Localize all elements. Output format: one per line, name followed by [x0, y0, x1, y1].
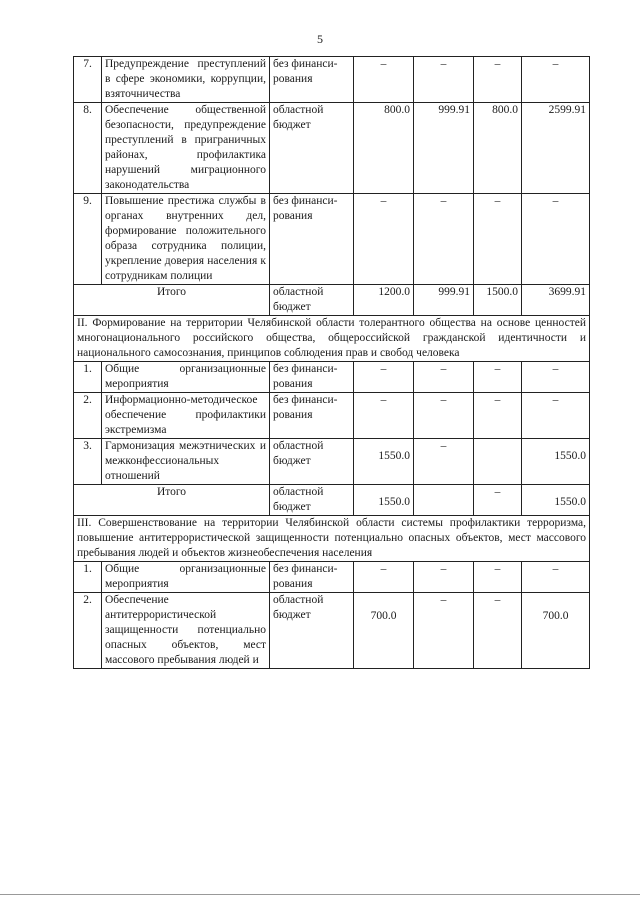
page-bottom-rule: [0, 894, 640, 895]
measure-description: Повышение престижа службы в органах внутренних дел, формирование положительного образа сотрудника полиции, укрепление доверия населения к сотрудникам полиции: [102, 194, 270, 285]
section-heading: II. Формирование на территории Челябинской области толерантного общества на основе ценностей многонационального российского общества, общероссийской гражданской идентичности и национального самосознания, принципов соблюдения прав и свобод человека: [74, 316, 590, 362]
value-year-3: 1500.0: [474, 285, 522, 316]
table-row: [74, 393, 590, 439]
value-total-text: 1550.0: [554, 496, 586, 508]
program-table: [73, 56, 590, 669]
value-year-1: –: [354, 362, 414, 393]
row-number: 3.: [74, 439, 102, 485]
value-year-1-text: 1550.0: [378, 496, 410, 508]
value-year-1: –: [354, 194, 414, 285]
value-total: –: [522, 562, 590, 593]
value-year-2: –: [414, 562, 474, 593]
measure-description: Обеспечение антитеррористической защищенности потенциально опасных объектов, мест массового пребывания людей и: [102, 593, 270, 669]
measure-description: Гармонизация межэтнических и межконфессиональных отношений: [102, 439, 270, 485]
funding-source: без финанси-рования: [270, 562, 354, 593]
value-year-1: [354, 439, 414, 485]
value-year-1-text: 700.0: [370, 610, 397, 622]
value-total: [522, 593, 590, 669]
value-total: –: [522, 393, 590, 439]
page-number: 5: [317, 32, 323, 46]
measure-description: Обеспечение общественной безопасности, предупреждение преступлений в приграничных районах, профилактика нарушений миграционного законодательства: [102, 103, 270, 194]
measure-description: Общие организационные мероприятия: [102, 362, 270, 393]
value-year-2: 999.91: [414, 103, 474, 194]
section-row: [74, 516, 590, 562]
table-row: [74, 362, 590, 393]
value-year-1: 800.0: [354, 103, 414, 194]
value-year-3: –: [474, 57, 522, 103]
table-row: [74, 562, 590, 593]
value-total: –: [522, 362, 590, 393]
section-row: [74, 316, 590, 362]
value-year-1: [354, 593, 414, 669]
row-number: 9.: [74, 194, 102, 285]
funding-source: без финанси-рования: [270, 393, 354, 439]
total-label: Итого: [74, 485, 270, 516]
value-year-2: –: [414, 362, 474, 393]
value-total: 3699.91: [522, 285, 590, 316]
funding-source: областной бюджет: [270, 103, 354, 194]
funding-source: без финанси-рования: [270, 194, 354, 285]
total-row: [74, 285, 590, 316]
value-total: –: [522, 57, 590, 103]
row-number: 2.: [74, 593, 102, 669]
funding-source: без финанси-рования: [270, 362, 354, 393]
measure-description: Информационно-методическое обеспечение профилактики экстремизма: [102, 393, 270, 439]
value-year-3: [474, 439, 522, 485]
row-number: 8.: [74, 103, 102, 194]
total-label: Итого: [74, 285, 270, 316]
value-year-3: –: [474, 194, 522, 285]
table-row: [74, 439, 590, 485]
measure-description: Общие организационные мероприятия: [102, 562, 270, 593]
measure-description: Предупреждение преступлений в сфере экономики, коррупции, взяточничества: [102, 57, 270, 103]
section-heading: III. Совершенствование на территории Челябинской области системы профилактики терроризма, повышение антитеррористической защищенности потенциально опасных объектов, мест массового пребывания людей и объектов жизнеобеспечения населения: [74, 516, 590, 562]
value-year-3: –: [474, 393, 522, 439]
value-total: –: [522, 194, 590, 285]
value-year-2: –: [414, 393, 474, 439]
value-total-text: 1550.0: [554, 450, 586, 462]
value-year-1: –: [354, 562, 414, 593]
table-row: [74, 593, 590, 669]
value-year-1: 1200.0: [354, 285, 414, 316]
value-total: [522, 439, 590, 485]
value-year-3: –: [474, 362, 522, 393]
value-year-3: –: [474, 593, 522, 669]
value-total-text: 700.0: [542, 610, 569, 622]
value-year-3: –: [474, 485, 522, 516]
value-year-2: –: [414, 593, 474, 669]
funding-source: областной бюджет: [270, 285, 354, 316]
value-total: [522, 485, 590, 516]
value-year-1: [354, 485, 414, 516]
table-row: [74, 57, 590, 103]
value-year-3: 800.0: [474, 103, 522, 194]
table-row: [74, 103, 590, 194]
value-year-1: –: [354, 57, 414, 103]
row-number: 1.: [74, 562, 102, 593]
funding-source: без финанси-рования: [270, 57, 354, 103]
value-year-1-text: 1550.0: [378, 450, 410, 462]
funding-source: областной бюджет: [270, 593, 354, 669]
table-row: [74, 194, 590, 285]
value-year-2: –: [414, 194, 474, 285]
value-year-2: [414, 485, 474, 516]
funding-source: областной бюджет: [270, 485, 354, 516]
total-row: [74, 485, 590, 516]
value-year-2: –: [414, 439, 474, 485]
value-year-2: –: [414, 57, 474, 103]
row-number: 7.: [74, 57, 102, 103]
value-year-2: 999.91: [414, 285, 474, 316]
value-total: 2599.91: [522, 103, 590, 194]
funding-source: областной бюджет: [270, 439, 354, 485]
row-number: 2.: [74, 393, 102, 439]
value-year-1: –: [354, 393, 414, 439]
value-year-3: –: [474, 562, 522, 593]
row-number: 1.: [74, 362, 102, 393]
